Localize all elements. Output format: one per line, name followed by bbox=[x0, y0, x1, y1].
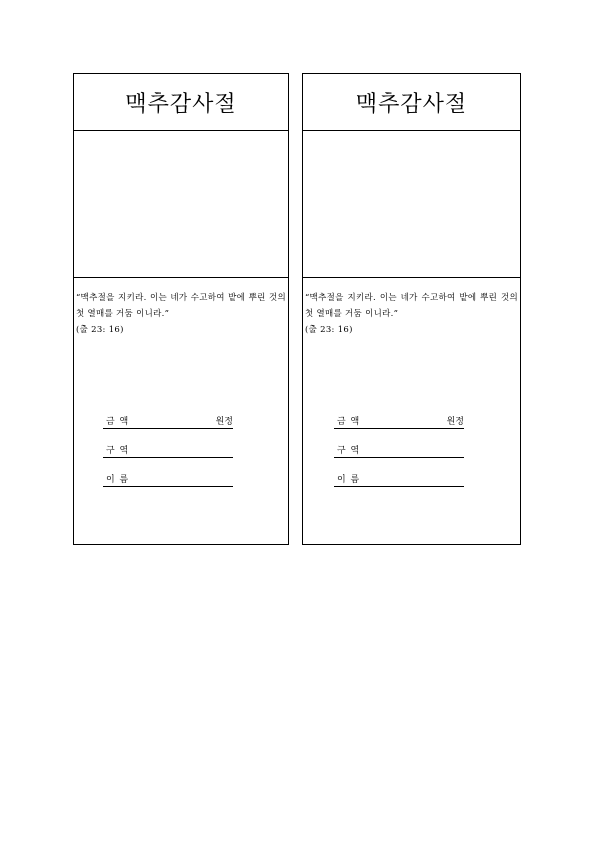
envelope-blank-area bbox=[303, 130, 520, 278]
envelope-title: 맥추감사절 bbox=[74, 74, 288, 131]
amount-unit: 원정 bbox=[446, 417, 464, 427]
amount-field[interactable] bbox=[103, 414, 233, 429]
district-field[interactable] bbox=[103, 443, 233, 458]
name-field[interactable] bbox=[334, 472, 464, 487]
bible-verse bbox=[305, 290, 518, 338]
offering-envelope-right bbox=[302, 73, 521, 545]
amount-field[interactable] bbox=[334, 414, 464, 429]
amount-label: 금 액 bbox=[106, 417, 130, 427]
verse-reference: (출 23: 16) bbox=[305, 325, 353, 335]
district-label: 구 역 bbox=[337, 446, 361, 456]
envelope-title: 맥추감사절 bbox=[303, 74, 520, 131]
verse-reference: (출 23: 16) bbox=[76, 325, 124, 335]
offering-envelope-left bbox=[73, 73, 289, 545]
name-label: 이 름 bbox=[106, 475, 130, 485]
district-label: 구 역 bbox=[106, 446, 130, 456]
envelope-blank-area bbox=[74, 130, 288, 278]
verse-text: “맥추절을 지키라. 이는 네가 수고하여 밭에 뿌린 것의 첫 열매를 거둠 이니라.” bbox=[305, 293, 518, 319]
name-field[interactable] bbox=[103, 472, 233, 487]
bible-verse bbox=[76, 290, 286, 338]
amount-unit: 원정 bbox=[215, 417, 233, 427]
verse-text: “맥추절을 지키라. 이는 네가 수고하여 밭에 뿌린 것의 첫 열매를 거둠 이니라.” bbox=[76, 293, 286, 319]
name-label: 이 름 bbox=[337, 475, 361, 485]
district-field[interactable] bbox=[334, 443, 464, 458]
amount-label: 금 액 bbox=[337, 417, 361, 427]
